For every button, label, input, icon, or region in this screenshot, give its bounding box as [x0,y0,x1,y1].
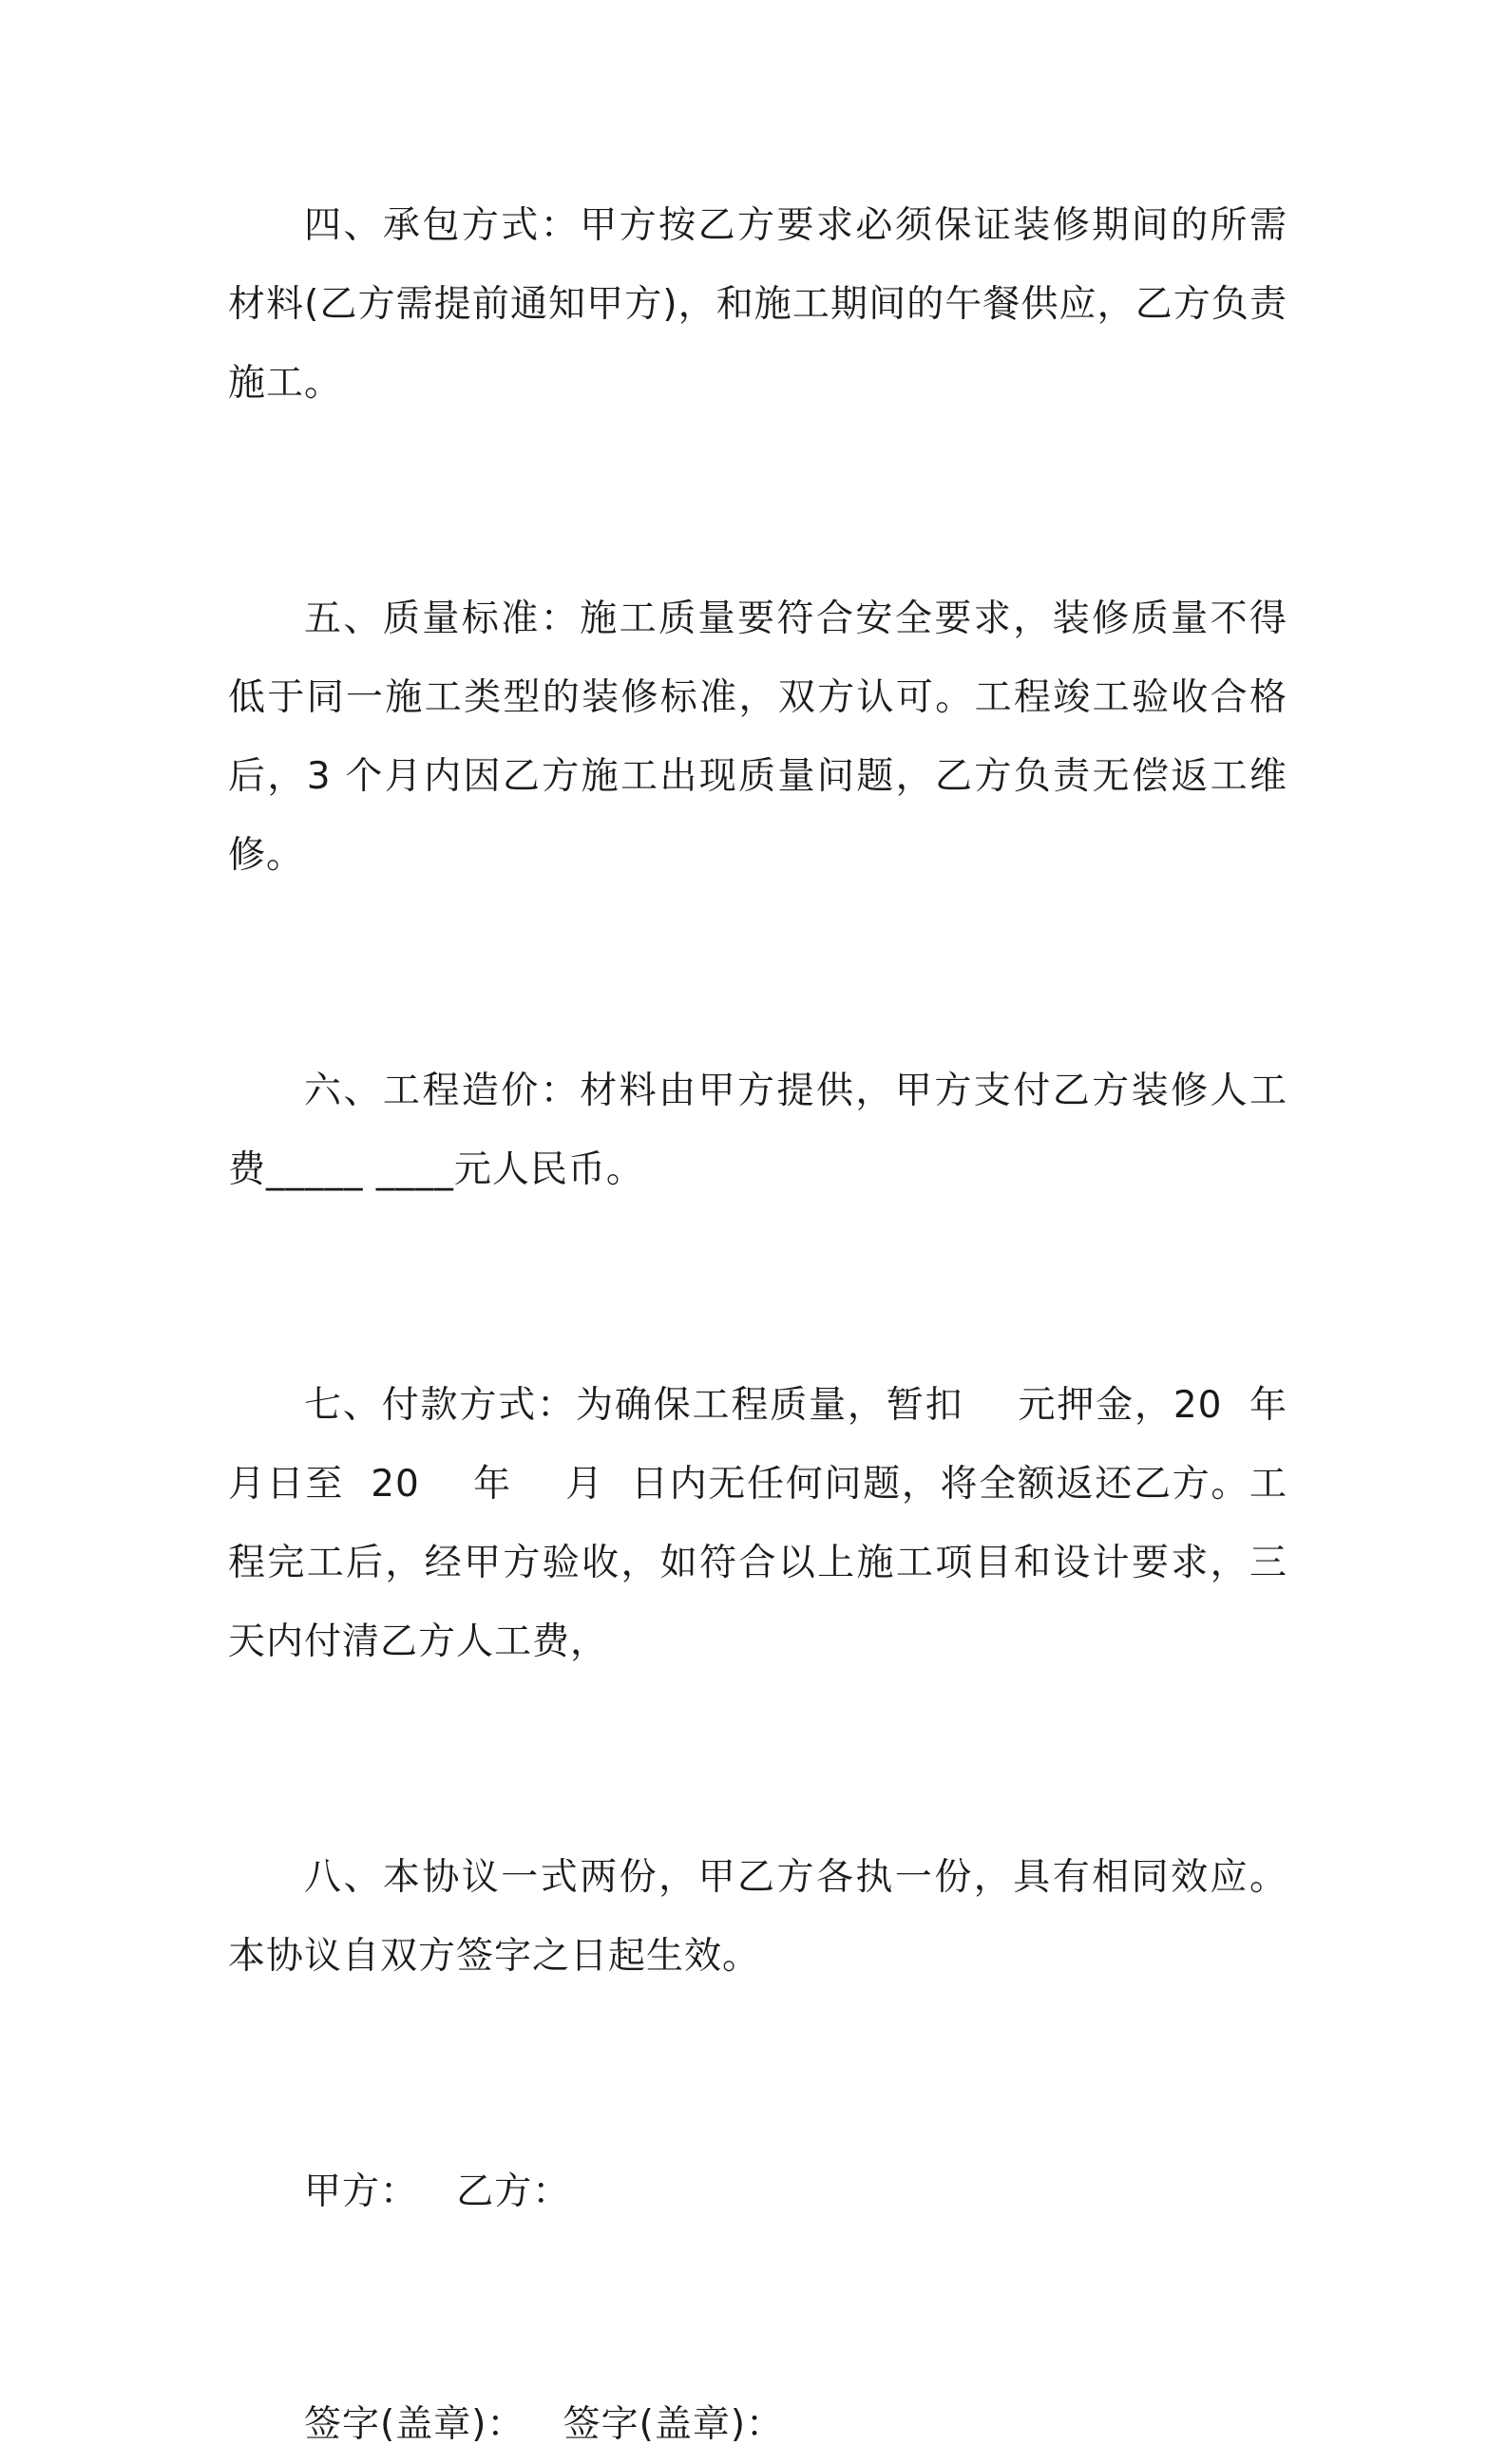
contract-body [228,186,1339,2464]
clause-seven-payment-method: 七、付款方式：为确保工程质量，暂扣 元押金，20 年 月日至 20 年 月 日内无任何问题，将全额返还乙方。工程完工后，经甲方验收，如符合以上施工项目和设计要求，三天内付清乙方人工费， [228,1384,1339,1663]
clause-six-project-cost: 六、工程造价：材料由甲方提供，甲方支付乙方装修人工费_____ ____元人民币。 [228,1070,1288,1191]
clause-five-quality-standard: 五、质量标准：施工质量要符合安全要求，装修质量不得低于同一施工类型的装修标准，双方认可。工程竣工验收合格后，3 个月内因乙方施工出现质量问题，乙方负责无偿返工维修。 [228,597,1288,877]
clause-eight-agreement-copies: 八、本协议一式两份，甲乙方各执一份，具有相同效应。本协议自双方签字之日起生效。 [228,1856,1288,1978]
parties-line: 甲方： 乙方： [304,2170,571,2213]
signature-line: 签字(盖章)： 签字(盖章)： [304,2403,785,2446]
clause-four-contract-method: 四、承包方式：甲方按乙方要求必须保证装修期间的所需材料(乙方需提前通知甲方)，和施工期间的午餐供应，乙方负责施工。 [228,204,1288,405]
